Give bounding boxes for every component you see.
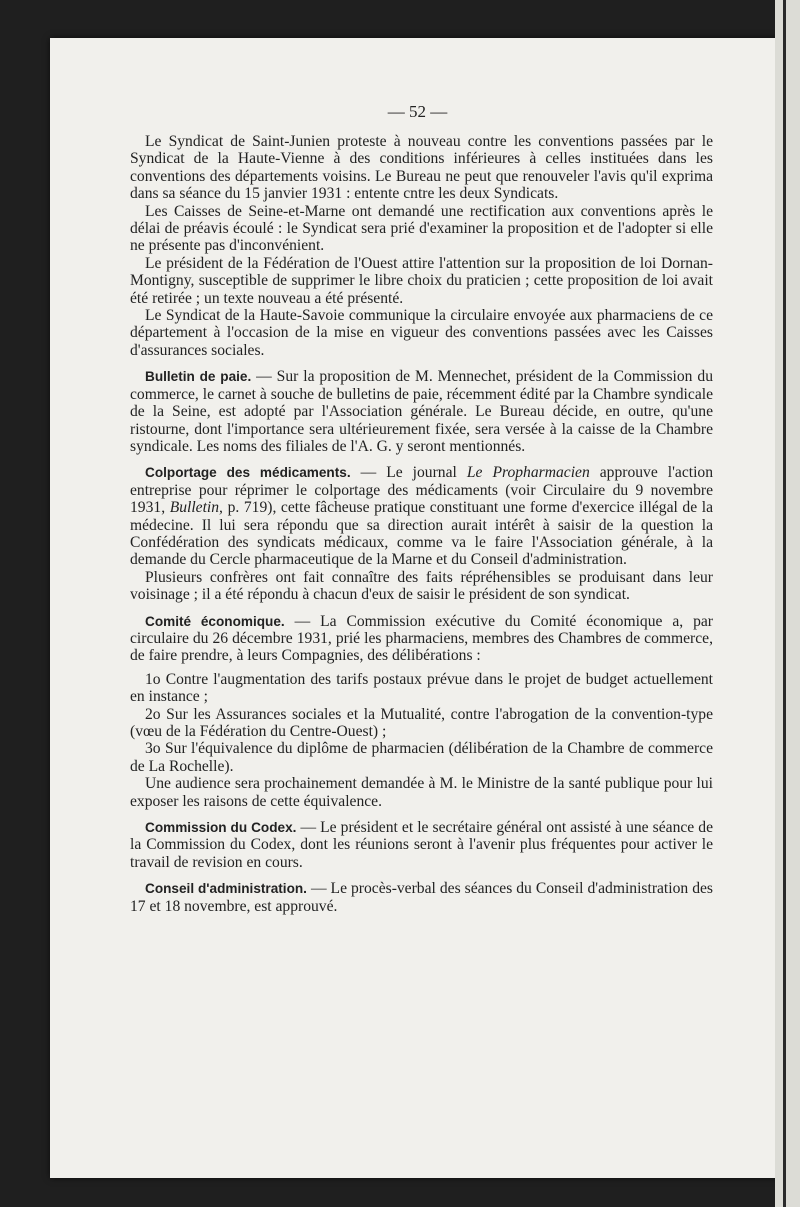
paragraph-federation-ouest: Le président de la Fédération de l'Ouest attire l'attention sur la proposition de loi Dornan-Montigny, susceptible de supprimer le libre choix du praticien ; cette proposition de loi avait été retirée ; un texte nouveau a été présenté. xyxy=(130,254,713,307)
section-heading: Conseil d'administration. xyxy=(145,881,307,897)
section-text: — La Commission exécutive du Comité économique a, par circulaire du 26 décembre 1931, prié les pharmaciens, membres des Chambres de commerce, de faire prendre, à leurs Compagnies, des délibérations : xyxy=(130,612,713,665)
section-text: — Le président et le secrétaire général ont assisté à une séance de la Commission du Codex, dont les réunions seront à l'avenir plus fréquentes pour activer le travail de revision en cours. xyxy=(130,819,713,871)
section-commission-codex xyxy=(130,819,713,871)
section-conseil-administration xyxy=(130,880,713,915)
paragraph-audience: Une audience sera prochainement demandée à M. le Ministre de la santé publique pour lui exposer les raisons de cette équivalence. xyxy=(130,775,713,810)
section-bulletin-de-paie xyxy=(130,368,713,455)
list-item: 1o Contre l'augmentation des tarifs postaux prévue dans le projet de budget actuellement en instance ; xyxy=(130,670,713,706)
section-text: p. 719), cette fâcheuse pratique constituant une forme d'exercice illégal de la médecine. Il lui sera répondu que sa direction aurait intérêt à saisir de la question la Confédération des syndicats médicaux, comme va le faire l'Association générale, à la demande du Cercle pharmaceutique de la Marne et du Conseil d'administration. xyxy=(130,499,714,569)
section-heading: Commission du Codex. xyxy=(145,820,297,836)
section-text: — Le procès-verbal des séances du Conseil d'administration des 17 et 18 novembre, est approuvé. xyxy=(130,880,713,915)
section-heading: Colportage des médicaments. xyxy=(145,465,351,481)
list-item: 2o Sur les Assurances sociales et la Mutualité, contre l'abrogation de la convention-type (vœu de la Fédération du Centre-Ouest) ; xyxy=(130,705,713,740)
list-item: 3o Sur l'équivalence du diplôme de pharmacien (délibération de la Chambre de commerce de La Rochelle). xyxy=(130,740,713,775)
bulletin-title: Bulletin, xyxy=(169,499,223,517)
section-heading: Bulletin de paie. xyxy=(145,369,252,385)
paragraph-saint-junien: Le Syndicat de Saint-Junien proteste à nouveau contre les conventions passées par le Syndicat de la Haute-Vienne à des conditions inférieures à celles instituées dans les conventions des départements voisins. Le Bureau ne peut que renouveler l'avis qu'il exprima dans sa séance du 15 janvier 1931 : entente cntre les deux Syndicats. xyxy=(130,133,713,203)
section-heading: Comité économique. xyxy=(145,613,285,629)
section-comite-economique xyxy=(130,613,713,665)
section-text: — Le journal xyxy=(350,464,467,482)
journal-title: Le Propharmacien xyxy=(466,464,590,482)
page-body xyxy=(130,133,713,915)
paragraph-confreres: Plusieurs confrères ont fait connaître des faits répréhensibles se produisant dans leur voisinage ; il a été répondu à chacun d'eux de saisir le président de son syndicat. xyxy=(130,568,713,604)
paragraph-seine-et-marne: Les Caisses de Seine-et-Marne ont demandé une rectification aux conventions après le délai de préavis écoulé : le Syndicat sera prié d'examiner la proposition et de l'adopter si elle ne présente pas d'inconvénient. xyxy=(130,202,713,255)
document-page xyxy=(50,38,785,1178)
page-number: — 52 — xyxy=(387,102,448,121)
scan-edge xyxy=(775,0,800,1207)
section-text: — Sur la proposition de M. Mennechet, président de la Commission du commerce, le carnet à souche de bulletins de paie, récemment édité par la Chambre syndicale de la Seine, est adopté par l'Association générale. Le Bureau décide, en outre, qu'une ristourne, dont l'importance sera ultérieurement fixée, sera versée à la caisse de la Chambre syndicale. Les noms des filiales de l'A. G. y seront mentionnés. xyxy=(130,368,713,455)
section-colportage xyxy=(130,464,713,568)
section-text: approuve l'action entreprise pour réprimer le colportage des médicaments (voir Circulaire du 9 novembre 1931, xyxy=(130,464,714,517)
paragraph-haute-savoie: Le Syndicat de la Haute-Savoie communique la circulaire envoyée aux pharmaciens de ce département à l'occasion de la mise en vigueur des conventions passées avec les Caisses d'assurances sociales. xyxy=(130,307,713,359)
